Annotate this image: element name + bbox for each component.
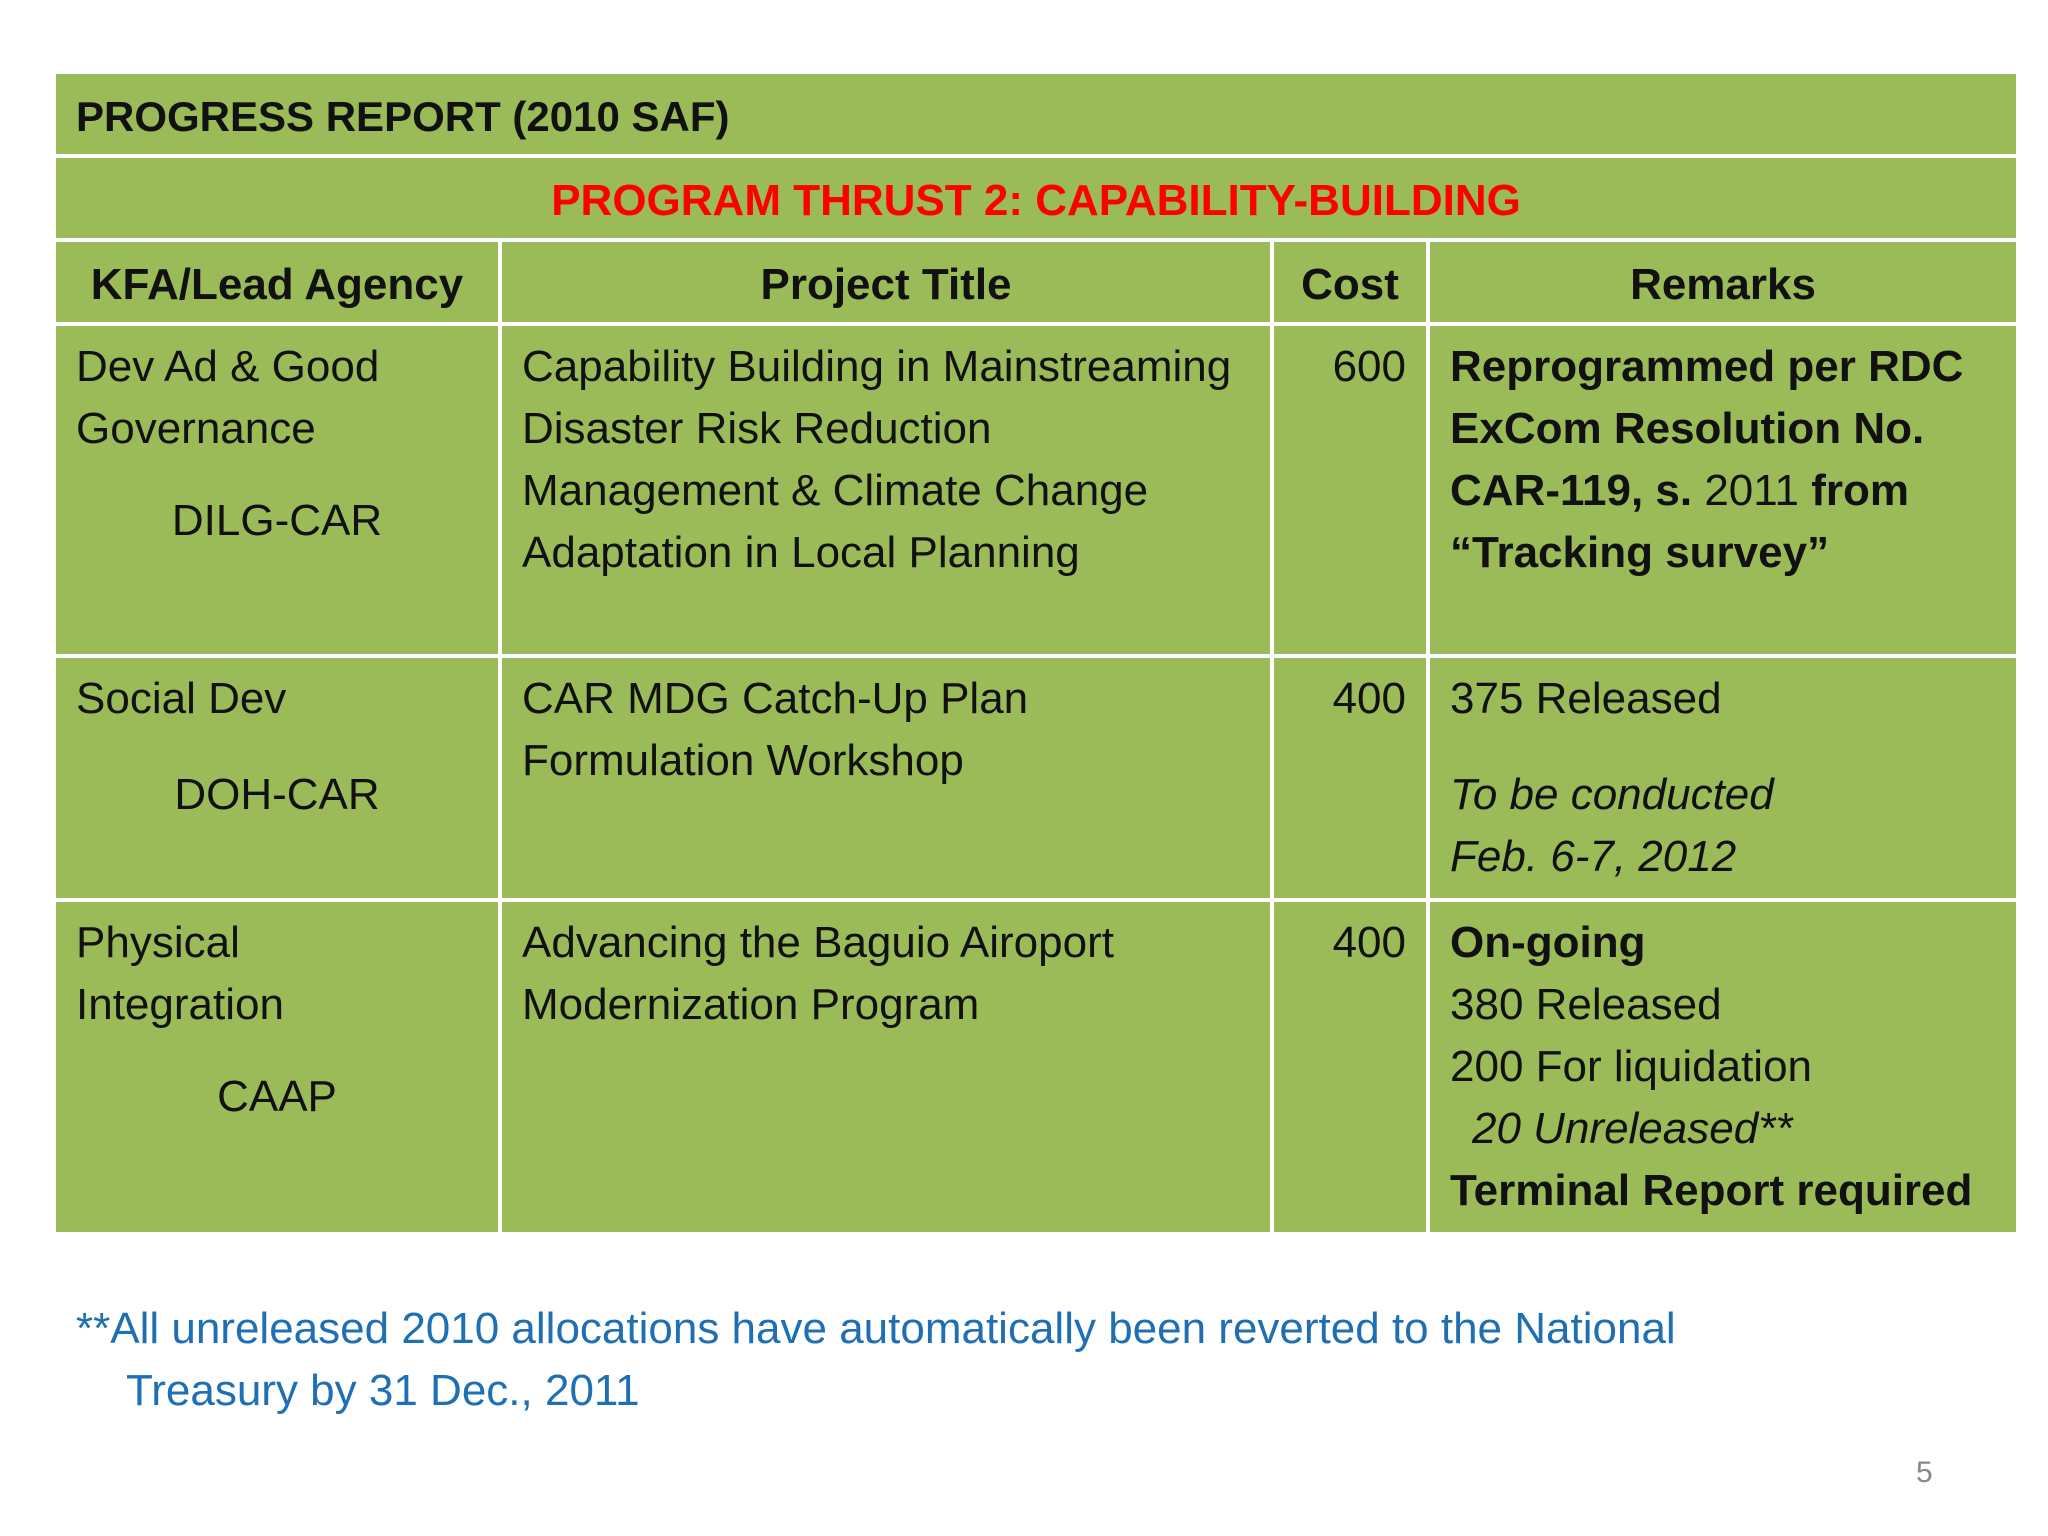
kfa-name-line1: Physical xyxy=(76,918,240,967)
remarks-bold-end: from “Tracking survey” xyxy=(1450,466,1909,577)
header-remarks: Remarks xyxy=(1428,240,2018,324)
cost-cell: 600 xyxy=(1272,324,1428,656)
cost-cell: 400 xyxy=(1272,900,1428,1234)
kfa-cell xyxy=(54,900,500,1234)
remarks-status: On-going xyxy=(1450,918,1646,967)
remarks-unreleased: 20 Unreleased** xyxy=(1472,1104,1793,1153)
remarks-released: 375 Released xyxy=(1450,674,1722,723)
cost-cell: 400 xyxy=(1272,656,1428,900)
footnote-line2: Treasury by 31 Dec., 2011 xyxy=(126,1366,640,1415)
header-kfa: KFA/Lead Agency xyxy=(54,240,500,324)
lead-agency: DOH-CAR xyxy=(174,770,380,819)
remarks-year: 2011 xyxy=(1692,466,1812,515)
remarks-cell xyxy=(1428,324,2018,656)
kfa-name-line1: Social Dev xyxy=(76,674,287,723)
kfa-name-line1: Dev Ad & Good xyxy=(76,342,380,391)
table-header-row xyxy=(54,240,2018,324)
remarks-released: 380 Released xyxy=(1450,980,1722,1029)
remarks-cell xyxy=(1428,656,2018,900)
lead-agency: CAAP xyxy=(217,1072,337,1121)
project-title-cell: Advancing the Baguio Airoport Modernization Program xyxy=(500,900,1272,1234)
project-title-cell: CAR MDG Catch-Up Plan Formulation Workshop xyxy=(500,656,1272,900)
remarks-bold: Reprogrammed per RDC ExCom Resolution No. CAR-119, s. xyxy=(1450,342,1964,515)
project-title-cell: Capability Building in Mainstreaming Disaster Risk Reduction Management & Climate Change Adaptation in Local Planning xyxy=(500,324,1272,656)
header-project-title: Project Title xyxy=(500,240,1272,324)
lead-agency: DILG-CAR xyxy=(171,496,383,545)
kfa-name-line2: Governance xyxy=(76,404,316,453)
page-number: 5 xyxy=(1916,1456,1933,1489)
table-row xyxy=(54,900,2018,1234)
table-row xyxy=(54,656,2018,900)
footnote xyxy=(76,1298,1876,1422)
remarks-schedule-line1: To be conducted xyxy=(1450,770,1774,819)
kfa-name-line2: Integration xyxy=(76,980,284,1029)
footnote-line1: **All unreleased 2010 allocations have automatically been reverted to the National xyxy=(76,1304,1676,1353)
remarks-liquidation: 200 For liquidation xyxy=(1450,1042,1813,1091)
remarks-cell xyxy=(1428,900,2018,1234)
remarks-terminal-report: Terminal Report required xyxy=(1450,1166,1973,1215)
table-row xyxy=(54,324,2018,656)
kfa-cell xyxy=(54,656,500,900)
program-thrust-title: PROGRAM THRUST 2: CAPABILITY-BUILDING xyxy=(54,156,2018,240)
header-cost: Cost xyxy=(1272,240,1428,324)
report-title: PROGRESS REPORT (2010 SAF) xyxy=(54,72,2018,156)
kfa-cell xyxy=(54,324,500,656)
remarks-schedule-line2: Feb. 6-7, 2012 xyxy=(1450,832,1737,881)
progress-report-table xyxy=(52,70,2020,1236)
